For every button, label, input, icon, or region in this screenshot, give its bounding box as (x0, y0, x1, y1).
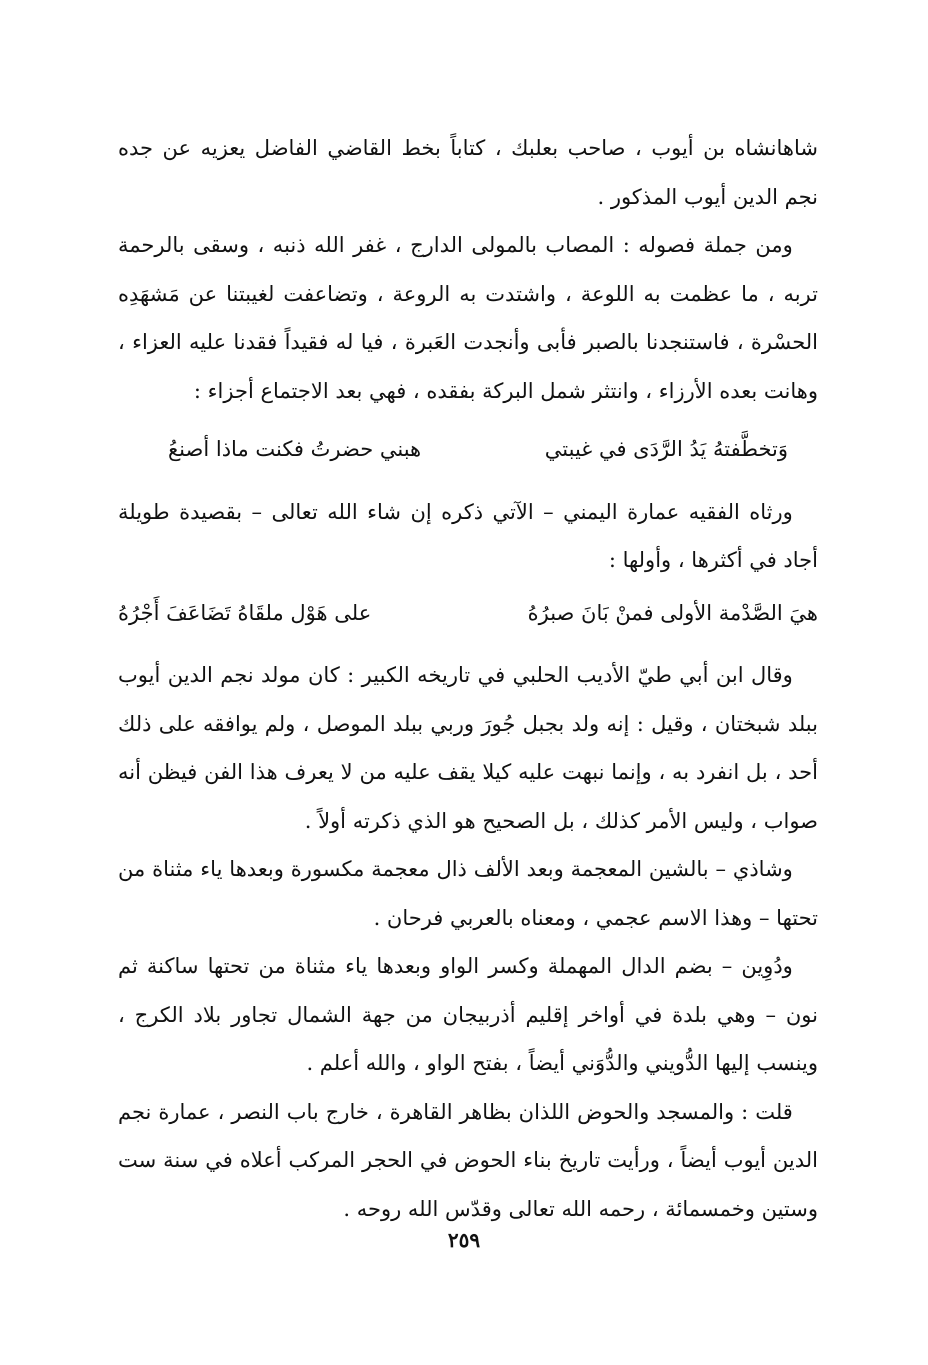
page-number: ٢٥٩ (447, 1228, 481, 1252)
paragraph-letter-excerpt: ومن جملة فصوله : المصاب بالمولى الدارج ، غفر الله ذنبه ، وسقى بالرحمة تربه ، ما عظمت به اللوعة ، واشتدت به الروعة ، وتضاعفت لغيبتنا عن مَشهَدِه الحسْرة ، فاستنجدنا بالصبر فأبى وأنجدت العَبرة ، فيا له فقيداً فقدنا عليه العزاء ، وهانت بعده الأرزاء ، وانتثر شمل البركة بفقده ، فهي بعد الاجتماع أجزاء : (118, 233, 818, 403)
paragraph-duwin: ودُوِين – بضم الدال المهملة وكسر الواو وبعدها ياء مثناة من تحتها ساكنة ثم نون – وهي بلدة في أواخر إقليم أذربيجان من جهة الشمال تجاور بلاد الكرج ، وينسب إليها الدُّويني والدُّوَني أيضاً ، بفتح الواو ، والله أعلم . (118, 954, 818, 1075)
verse-1-first-hemistich: وَتخطَّفتهُ يَدُ الرَّدَى في غيبتي (544, 437, 788, 461)
paragraph-elegy-intro: ورثاه الفقيه عمارة اليمني – الآتي ذكره إن شاء الله تعالى – بقصيدة طويلة أجاد في أكثرها ، وأولها : (118, 499, 818, 572)
verse-1-second-hemistich: هبني حضرتُ فكنت ماذا أصنعُ (168, 437, 422, 461)
paragraph-birthplace: وقال ابن أبي طيّ الأديب الحلبي في تاريخه الكبير : كان مولد نجم الدين أيوب ببلد شبختان ، وقيل : إنه ولد بجبل جُورَ وربي ببلد الموصل ، ولم يوافقه على ذلك أحد ، بل انفرد به ، وإنما نبهت عليه كيلا يقف عليه من لا يعرف هذا الفن فيظن أنه صواب ، وليس الأمر كذلك ، بل الصحيح هو الذي ذكرته أولاً . (118, 663, 818, 833)
paragraph-shadhi: وشاذي – بالشين المعجمة وبعد الألف ذال معجمة مكسورة وبعدها ياء مثناة من تحتها – وهذا الاسم عجمي ، ومعناه بالعربي فرحان . (118, 857, 818, 930)
verse-2-first-hemistich: هيَ الصَّدْمة الأولى فمنْ بَانَ صبرُهُ (527, 600, 818, 625)
page-text (118, 124, 818, 1233)
verse-line-1 (118, 425, 818, 474)
paragraph-condolence-letter: شاهانشاه بن أيوب ، صاحب بعلبك ، كتاباً بخط القاضي الفاضل يعزيه عن جده نجم الدين أيوب المذكور . (118, 136, 818, 209)
paragraph-mosque: قلت : والمسجد والحوض اللذان بظاهر القاهرة ، خارج باب النصر ، عمارة نجم الدين أيوب أيضاً ، ورأيت تاريخ بناء الحوض في الحجر المركب أعلاه في سنة ست وستين وخمسمائة ، رحمه الله تعالى وقدّس الله روحه . (118, 1099, 818, 1221)
verse-line-2 (118, 589, 818, 638)
verse-2-second-hemistich: على هَوْل ملقَاهُ تَضَاعَفَ أَجْرُهُ (118, 600, 372, 625)
